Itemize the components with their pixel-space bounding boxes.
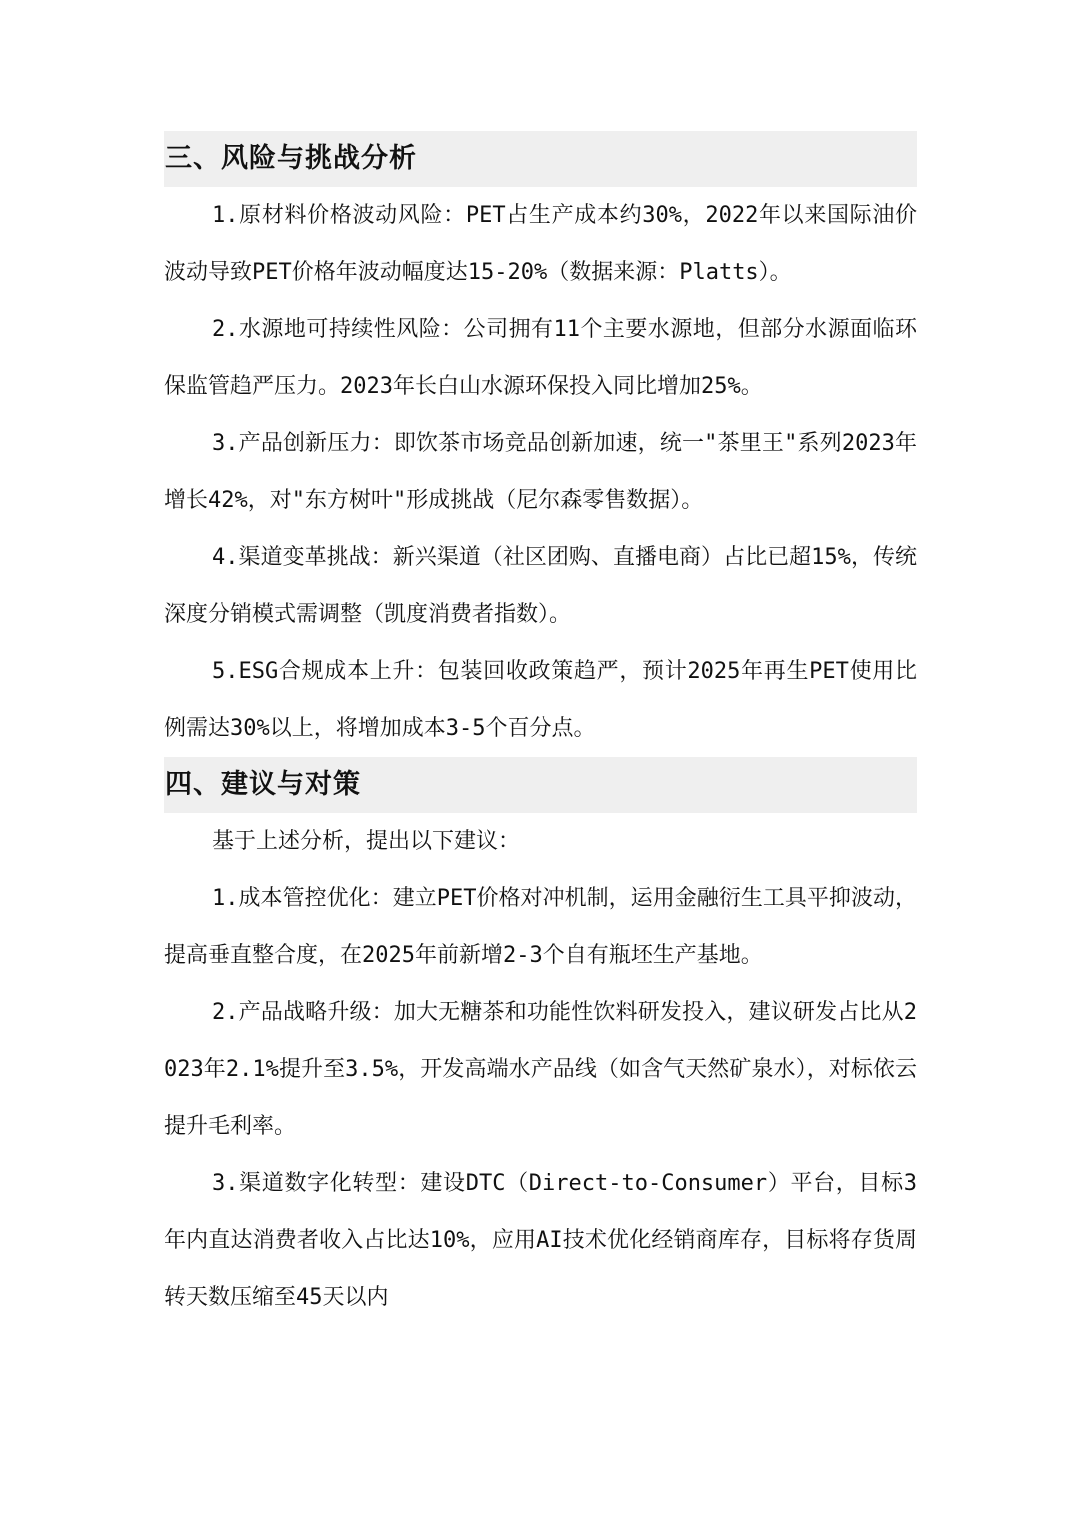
risk-item-esg-cost: 5.ESG合规成本上升：包装回收政策趋严，预计2025年再生PET使用比例需达30%以上，将增加成本3-5个百分点。: [164, 659, 917, 741]
risk-item-water-source: 2.水源地可持续性风险：公司拥有11个主要水源地，但部分水源面临环保监管趋严压力。2023年长白山水源环保投入同比增加25%。: [164, 317, 917, 399]
section-heading-risks: 三、风险与挑战分析: [164, 131, 917, 187]
recommendation-item-channel-digital: 3.渠道数字化转型：建设DTC（Direct-to-Consumer）平台，目标3年内直达消费者收入占比达10%，应用AI技术优化经销商库存，目标将存货周转天数压缩至45天以内: [164, 1171, 917, 1310]
risk-item-product-innovation: 3.产品创新压力：即饮茶市场竞品创新加速，统一"茶里王"系列2023年增长42%，对"东方树叶"形成挑战（尼尔森零售数据）。: [164, 431, 917, 513]
recommendation-item-cost-control: 1.成本管控优化：建立PET价格对冲机制，运用金融衍生工具平抑波动，提高垂直整合度，在2025年前新增2-3个自有瓶坯生产基地。: [164, 886, 917, 968]
recommendation-item-product-strategy: 2.产品战略升级：加大无糖茶和功能性饮料研发投入，建议研发占比从2023年2.1%提升至3.5%，开发高端水产品线（如含气天然矿泉水），对标依云提升毛利率。: [164, 1000, 917, 1139]
risk-item-raw-material: 1.原材料价格波动风险：PET占生产成本约30%，2022年以来国际油价波动导致PET价格年波动幅度达15-20%（数据来源：Platts）。: [164, 203, 917, 285]
document-content: [164, 131, 917, 1326]
risk-item-channel-change: 4.渠道变革挑战：新兴渠道（社区团购、直播电商）占比已超15%，传统深度分销模式需调整（凯度消费者指数）。: [164, 545, 917, 627]
recommendation-intro: 基于上述分析，提出以下建议：: [212, 829, 521, 854]
section-heading-recommendations: 四、建议与对策: [164, 757, 917, 813]
